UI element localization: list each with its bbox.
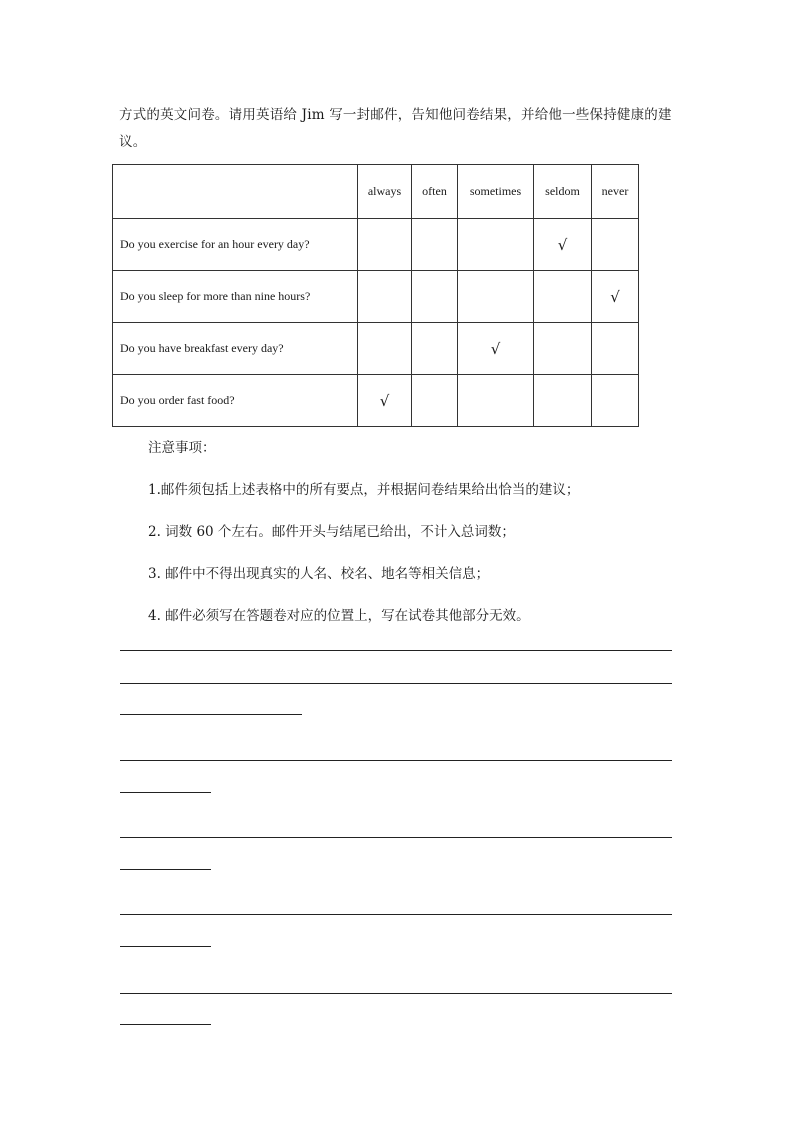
answer-line[interactable]	[120, 760, 672, 761]
table-row	[113, 219, 639, 271]
answer-cell: √	[534, 219, 592, 271]
answer-cell	[412, 219, 458, 271]
answer-cell	[358, 219, 412, 271]
answer-cell	[534, 271, 592, 323]
answer-line-short[interactable]	[120, 714, 302, 715]
answer-line[interactable]	[120, 837, 672, 838]
answer-line[interactable]	[120, 914, 672, 915]
table-row	[113, 271, 639, 323]
table-corner-cell	[113, 165, 358, 219]
survey-table	[112, 164, 639, 427]
table-row	[113, 323, 639, 375]
question-cell: Do you order fast food?	[113, 375, 358, 427]
answer-line[interactable]	[120, 993, 672, 994]
answer-cell	[458, 219, 534, 271]
answer-cell	[412, 375, 458, 427]
answer-cell: √	[358, 375, 412, 427]
answer-cell	[412, 271, 458, 323]
answer-cell	[534, 375, 592, 427]
question-cell: Do you exercise for an hour every day?	[113, 219, 358, 271]
notes-title: 注意事项：	[148, 440, 216, 456]
column-header: always	[358, 165, 412, 219]
answer-cell	[592, 219, 639, 271]
answer-cell	[412, 323, 458, 375]
answer-cell	[358, 323, 412, 375]
answer-cell: √	[458, 323, 534, 375]
intro-text	[119, 102, 679, 156]
answer-line[interactable]	[120, 650, 672, 651]
table-row	[113, 375, 639, 427]
answer-cell	[592, 375, 639, 427]
answer-cell	[458, 271, 534, 323]
note-item: 3. 邮件中不得出现真实的人名、校名、地名等相关信息；	[148, 566, 490, 582]
column-header: seldom	[534, 165, 592, 219]
answer-cell	[592, 323, 639, 375]
answer-cell	[358, 271, 412, 323]
column-header: sometimes	[458, 165, 534, 219]
intro-line-1: 方式的英文问卷。请用英语给 Jim 写一封邮件，告知他问卷结果，并给他一些保持健康的建	[119, 107, 672, 123]
answer-line-short[interactable]	[120, 946, 211, 947]
table-header-row	[113, 165, 639, 219]
answer-line-short[interactable]	[120, 869, 211, 870]
answer-cell	[458, 375, 534, 427]
note-item: 2. 词数 60 个左右。邮件开头与结尾已给出，不计入总词数；	[148, 524, 515, 540]
question-cell: Do you have breakfast every day?	[113, 323, 358, 375]
question-cell: Do you sleep for more than nine hours?	[113, 271, 358, 323]
intro-line-2: 议。	[119, 134, 147, 150]
answer-line-short[interactable]	[120, 1024, 211, 1025]
column-header: never	[592, 165, 639, 219]
answer-cell: √	[592, 271, 639, 323]
note-item: 1.邮件须包括上述表格中的所有要点，并根据问卷结果给出恰当的建议；	[148, 482, 580, 498]
answer-line[interactable]	[120, 683, 672, 684]
column-header: often	[412, 165, 458, 219]
answer-cell	[534, 323, 592, 375]
note-item: 4. 邮件必须写在答题卷对应的位置上，写在试卷其他部分无效。	[148, 608, 530, 624]
answer-line-short[interactable]	[120, 792, 211, 793]
